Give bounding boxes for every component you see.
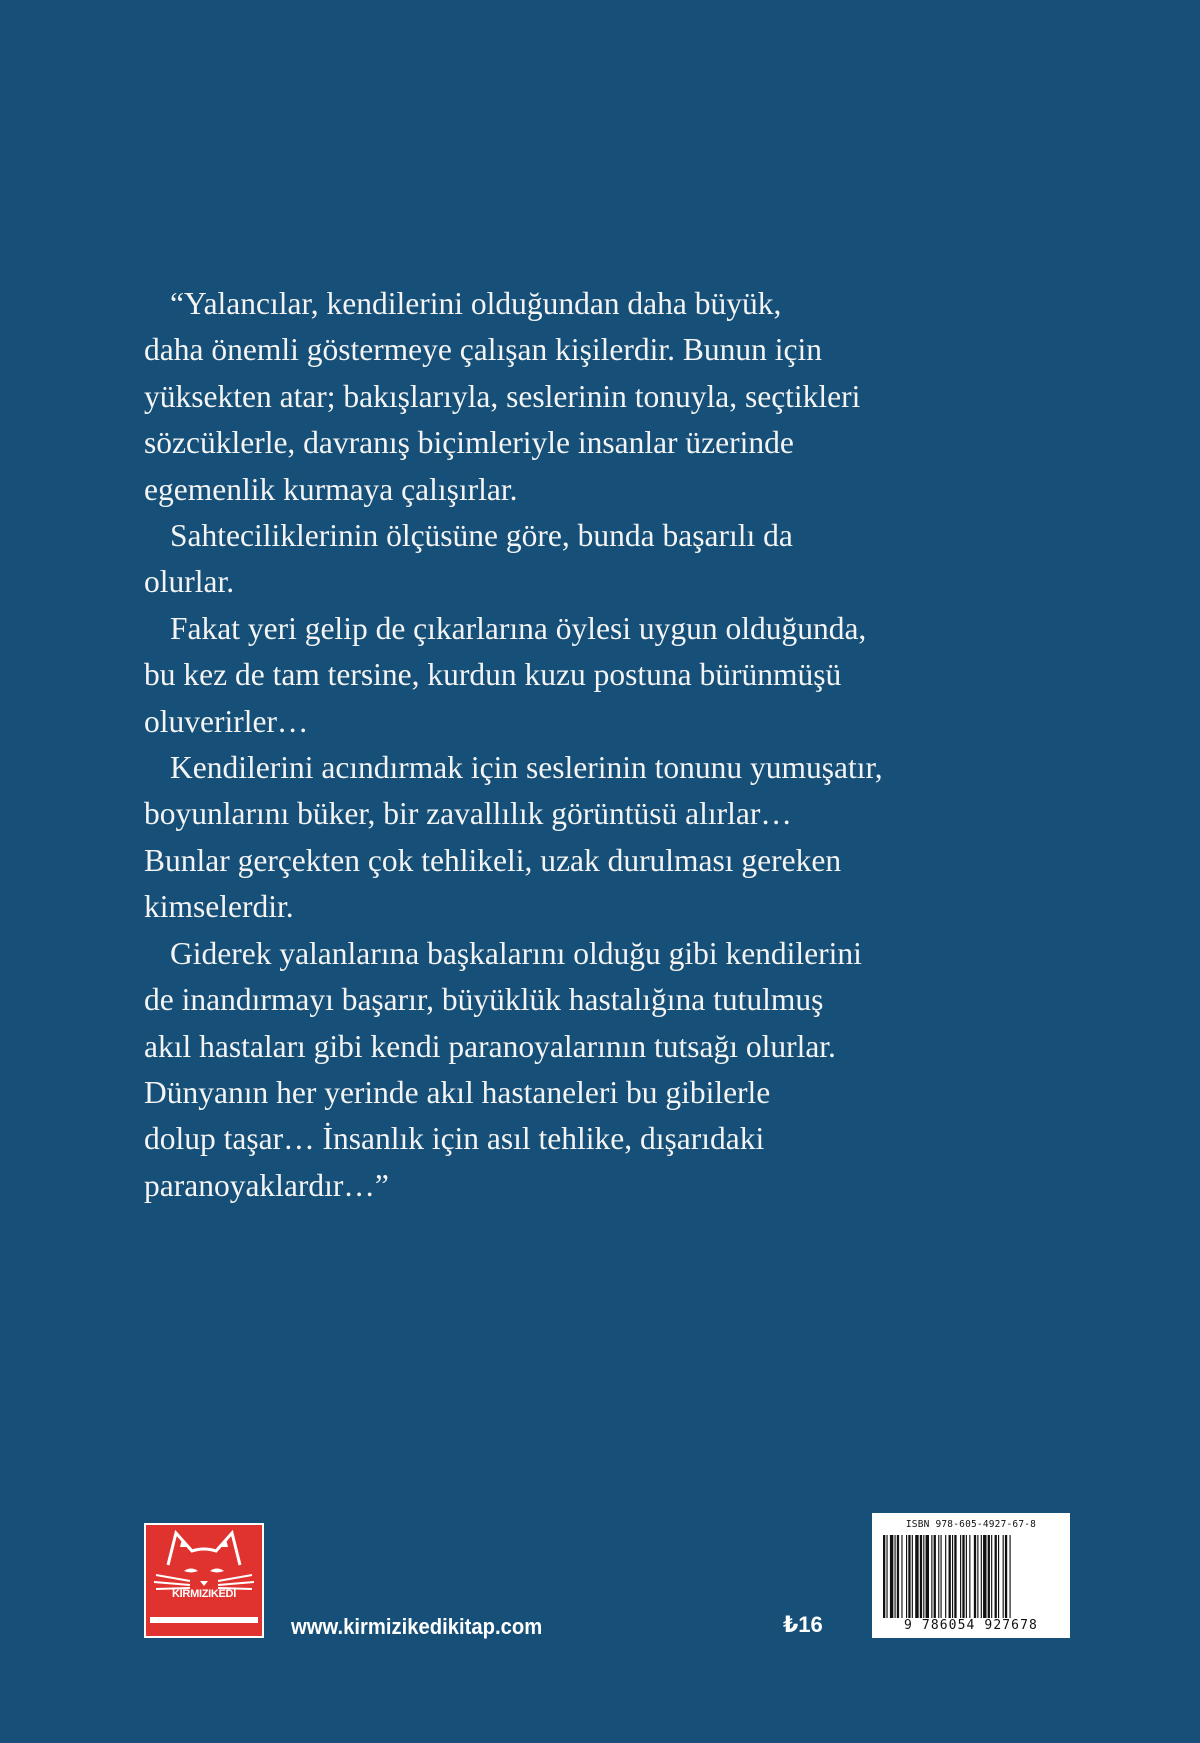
blurb-paragraph-5: Giderek yalanlarına başkalarını olduğu gibi kendilerini de inandırmayı başarır, büyüklük hastalığına tutulmuş akıl hastaları gibi kendi paranoyalarının tutsağı olurlar. Dünyanın her yerinde akıl hastaneleri bu gibilerle dolup taşar… İnsanlık için asıl tehlike, dışarıdaki paranoyaklardır…” — [144, 935, 862, 1203]
price-label: ₺16 — [783, 1612, 823, 1637]
isbn-barcode — [872, 1513, 1070, 1638]
publisher-logo — [144, 1523, 264, 1638]
barcode-digits: 9 786054 927678 — [872, 1618, 1070, 1633]
publisher-logo-text: KIRMIZIKEDI — [172, 1588, 236, 1600]
blurb-paragraph-3: Fakat yeri gelip de çıkarlarına öylesi uygun olduğunda, bu kez de tam tersine, kurdun kuzu postuna bürünmüşü oluverirler… — [144, 610, 867, 739]
barcode-bars — [881, 1535, 1061, 1623]
isbn-label: ISBN 978-605-4927-67-8 — [905, 1519, 1037, 1530]
blurb-paragraph-2: Sahteciliklerinin ölçüsüne göre, bunda başarılı da olurlar. — [144, 518, 793, 600]
publisher-website: www.kirmizikedikitap.com — [291, 1614, 543, 1639]
back-cover-blurb — [144, 281, 1044, 1209]
blurb-paragraph-1: “Yalancılar, kendilerini olduğundan daha büyük, daha önemli göstermeye çalışan kişilerdir. Bunun için yüksekten atar; bakışlarıyla, seslerinin tonuyla, seçtikleri sözcüklerle, davranış biçimleriyle insanlar üzerinde egemenlik kurmaya çalışırlar. — [144, 286, 861, 507]
blurb-paragraph-4: Kendilerini acındırmak için seslerinin tonunu yumuşatır, boyunlarını büker, bir zavallılık görüntüsü alırlar… Bunlar gerçekten çok tehlikeli, uzak durulması gereken kimselerdir. — [144, 750, 883, 925]
cat-head-icon — [146, 1525, 262, 1636]
